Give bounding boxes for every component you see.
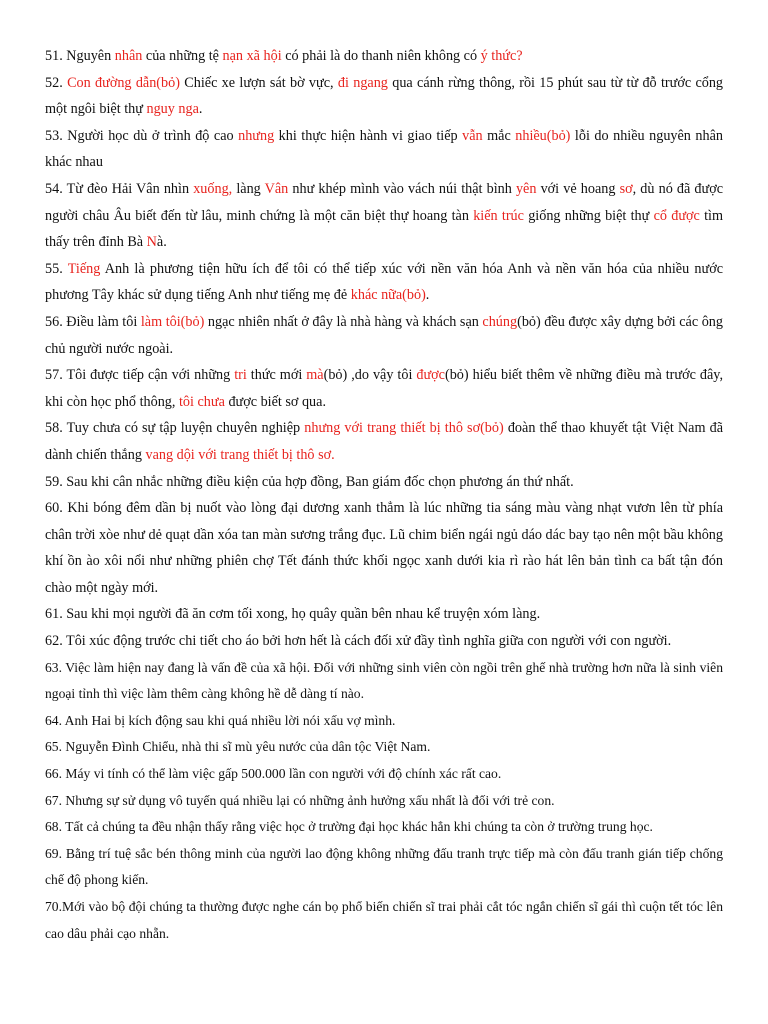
sentence-59: [45, 469, 723, 496]
sentence-54: [45, 176, 723, 256]
highlighted-correction: khác nữa(bỏ): [350, 287, 426, 304]
sentence-text: (bỏ) đều được xây dựng bởi các ông chủ người nước ngoài.: [45, 313, 723, 357]
highlighted-correction: nhưng: [238, 127, 275, 144]
sentence-text: đoàn thể thao khuyết tật Việt Nam đã dành chiến thắng: [45, 420, 724, 463]
highlighted-correction: vẫn: [462, 127, 483, 144]
highlighted-correction: nhiều(bỏ): [515, 127, 571, 144]
sentence-52: [45, 70, 723, 123]
sentence-text: 51. Nguyên: [45, 48, 115, 64]
highlighted-correction: Con đường dẫn(bỏ): [67, 74, 180, 91]
highlighted-correction: tôi chưa: [178, 393, 225, 410]
sentence-55: [45, 256, 723, 309]
sentence-67: [45, 788, 723, 815]
highlighted-correction: nguy nga: [146, 101, 199, 118]
sentence-text: Chiếc xe lượn sát bờ vực,: [179, 74, 338, 91]
sentence-text: làng: [232, 180, 265, 197]
sentence-text: 61. Sau khi mọi người đã ăn cơm tối xong, họ quây quần bên nhau kể truyện xóm làng.: [45, 606, 541, 623]
sentence-text: 70.Mới vào bộ đội chúng ta thường được nghe cán bọ phổ biến chiến sĩ trai phải cắt tóc ngắn chiến sĩ gái thì cuộn tết tóc lên cao dâu phải cạo nhẵn.: [45, 899, 723, 941]
sentence-text: giống những biệt thự: [523, 207, 654, 224]
sentence-text: 66. Máy vi tính có thể làm việc gấp 500.000 lần con người với độ chính xác rất cao.: [45, 766, 502, 782]
highlighted-correction: vang dội với trang thiết bị thô sơ.: [145, 446, 335, 463]
sentence-53: [45, 123, 723, 176]
sentence-text: 54. Từ đèo Hải Vân nhìn: [45, 180, 194, 197]
sentence-text: thức mới: [246, 367, 307, 384]
sentence-57: [45, 362, 723, 415]
sentence-51: [45, 43, 723, 70]
sentence-65: [45, 734, 723, 761]
highlighted-correction: Vân: [264, 180, 289, 197]
sentence-text: của những tệ: [142, 48, 223, 64]
highlighted-correction: nhưng với trang thiết bị thô sơ(bỏ): [304, 420, 504, 437]
sentence-text: khi thực hiện hành vi giao tiếp: [274, 127, 463, 144]
sentence-text: (bỏ) hiểu biết thêm về những điều mà trước đây, khi còn học phổ thông,: [45, 367, 723, 410]
document-body: [45, 43, 723, 947]
sentence-text: 52.: [45, 74, 68, 91]
highlighted-correction: tri: [234, 367, 247, 384]
sentence-text: ngạc nhiên nhất ở đây là nhà hàng và khách sạn: [204, 313, 483, 330]
sentence-text: 63. Việc làm hiện nay đang là vấn đề của xã hội. Đối với những sinh viên còn ngồi trên ghế nhà trường hơn nữa là sinh viên ngoại tỉnh thì việc làm thêm càng không hề dễ dàng tí nào.: [45, 659, 723, 702]
sentence-text: qua cánh rừng thông, rồi 15 phút sau từ từ đỗ trước cổng một ngôi biệt thự: [45, 74, 724, 118]
highlighted-correction: đi ngang: [337, 74, 388, 91]
sentence-text: 62. Tôi xúc động trước chi tiết cho áo bởi hơn hết là cách đối xử đầy tình nghĩa giữa con người với con người.: [45, 633, 672, 650]
sentence-text: 53. Người học dù ở trình độ cao: [45, 127, 239, 144]
sentence-text: 69. Bằng trí tuệ sắc bén thông minh của người lao động không những đấu tranh trực tiếp mà còn đấu tranh gián tiếp chống chế độ phong kiến.: [45, 845, 723, 888]
highlighted-correction: N: [146, 234, 157, 251]
highlighted-correction: nhân: [114, 48, 143, 64]
sentence-text: với vẻ hoang: [536, 180, 620, 197]
sentence-66: [45, 761, 723, 788]
sentence-text: , dù nó đã được người châu Âu biết đến từ lâu, minh chứng là một căn biệt thự hoang tàn: [45, 180, 724, 224]
sentence-text: 65. Nguyễn Đình Chiểu, nhà thi sĩ mù yêu nước của dân tộc Việt Nam.: [45, 739, 431, 755]
highlighted-correction: Tiếng: [67, 260, 101, 277]
highlighted-correction: làm tôi(bỏ): [140, 313, 205, 330]
sentence-text: .: [425, 287, 430, 304]
sentence-text: 59. Sau khi cân nhắc những điều kiện của hợp đồng, Ban giám đốc chọn phương án thứ nhất.: [45, 473, 574, 490]
highlighted-correction: sơ: [619, 180, 633, 197]
sentence-text: 58. Tuy chưa có sự tập luyện chuyên nghiệp: [45, 420, 305, 437]
sentence-text: Anh là phương tiện hữu ích để tôi có thể tiếp xúc với nền văn hóa Anh và nền văn hóa của nhiều nước phương Tây khác sử dụng tiếng Anh như tiếng mẹ đẻ: [45, 260, 723, 304]
sentence-56: [45, 309, 723, 362]
sentence-text: à.: [156, 234, 167, 251]
highlighted-correction: được: [416, 367, 445, 384]
highlighted-correction: nạn xã hội: [222, 48, 282, 64]
sentence-text: tìm thấy trên đỉnh Bà: [45, 207, 724, 251]
sentence-text: 68. Tất cả chúng ta đều nhận thấy rằng việc học ở trường đại học khác hẳn khi chúng ta còn ở trường trung học.: [45, 819, 653, 835]
sentence-text: mắc: [482, 127, 516, 144]
sentence-text: (bỏ) ,do vậy tôi: [323, 367, 417, 384]
sentence-64: [45, 708, 723, 735]
sentence-60: [45, 495, 723, 601]
highlighted-correction: mà: [306, 367, 324, 384]
sentence-text: 55.: [45, 260, 68, 277]
sentence-text: lỗi do nhiều nguyên nhân khác nhau: [45, 127, 723, 171]
sentence-68: [45, 814, 723, 841]
sentence-58: [45, 415, 723, 468]
highlighted-correction: xuống,: [193, 180, 233, 197]
highlighted-correction: chúng: [482, 313, 518, 330]
sentence-text: .: [198, 101, 203, 118]
sentence-text: được biết sơ qua.: [224, 393, 326, 410]
highlighted-correction: ý thức?: [480, 48, 523, 64]
sentence-text: 67. Nhưng sự sử dụng vô tuyến quá nhiều lại có những ảnh hưởng xấu nhất là đối với trẻ con.: [45, 792, 555, 808]
highlighted-correction: kiến trúc: [473, 207, 524, 224]
sentence-69: [45, 841, 723, 894]
sentence-70: [45, 894, 723, 947]
sentence-62: [45, 628, 723, 655]
sentence-61: [45, 601, 723, 628]
sentence-63: [45, 655, 723, 708]
sentence-text: 64. Anh Hai bị kích động sau khi quá nhiều lời nói xấu vợ mình.: [45, 712, 396, 728]
sentence-text: có phải là do thanh niên không có: [281, 48, 481, 64]
sentence-text: 56. Điều làm tôi: [45, 313, 141, 330]
highlighted-correction: cổ được: [653, 207, 700, 224]
sentence-text: 60. Khi bóng đêm dần bị nuốt vào lòng đại dương xanh thẳm là lúc những tia sáng màu vàng nhạt vươn lên từ phía chân trời xòe như dẻ quạt dần xóa tan màn sương trắng đục. Lũ chim biển ngái ngủ dáo dác bay tạo nên một bầu không khí ồn ào xôi nổi như những phiên chợ Tết đánh thức khối ngọc xanh dưới kia rì rào hát lên bản tình ca bất tận đón chào một ngày mới.: [45, 500, 723, 596]
sentence-text: 57. Tôi được tiếp cận với những: [45, 367, 235, 384]
sentence-text: như khép mình vào vách núi thật bình: [288, 180, 516, 197]
highlighted-correction: yên: [515, 180, 537, 197]
